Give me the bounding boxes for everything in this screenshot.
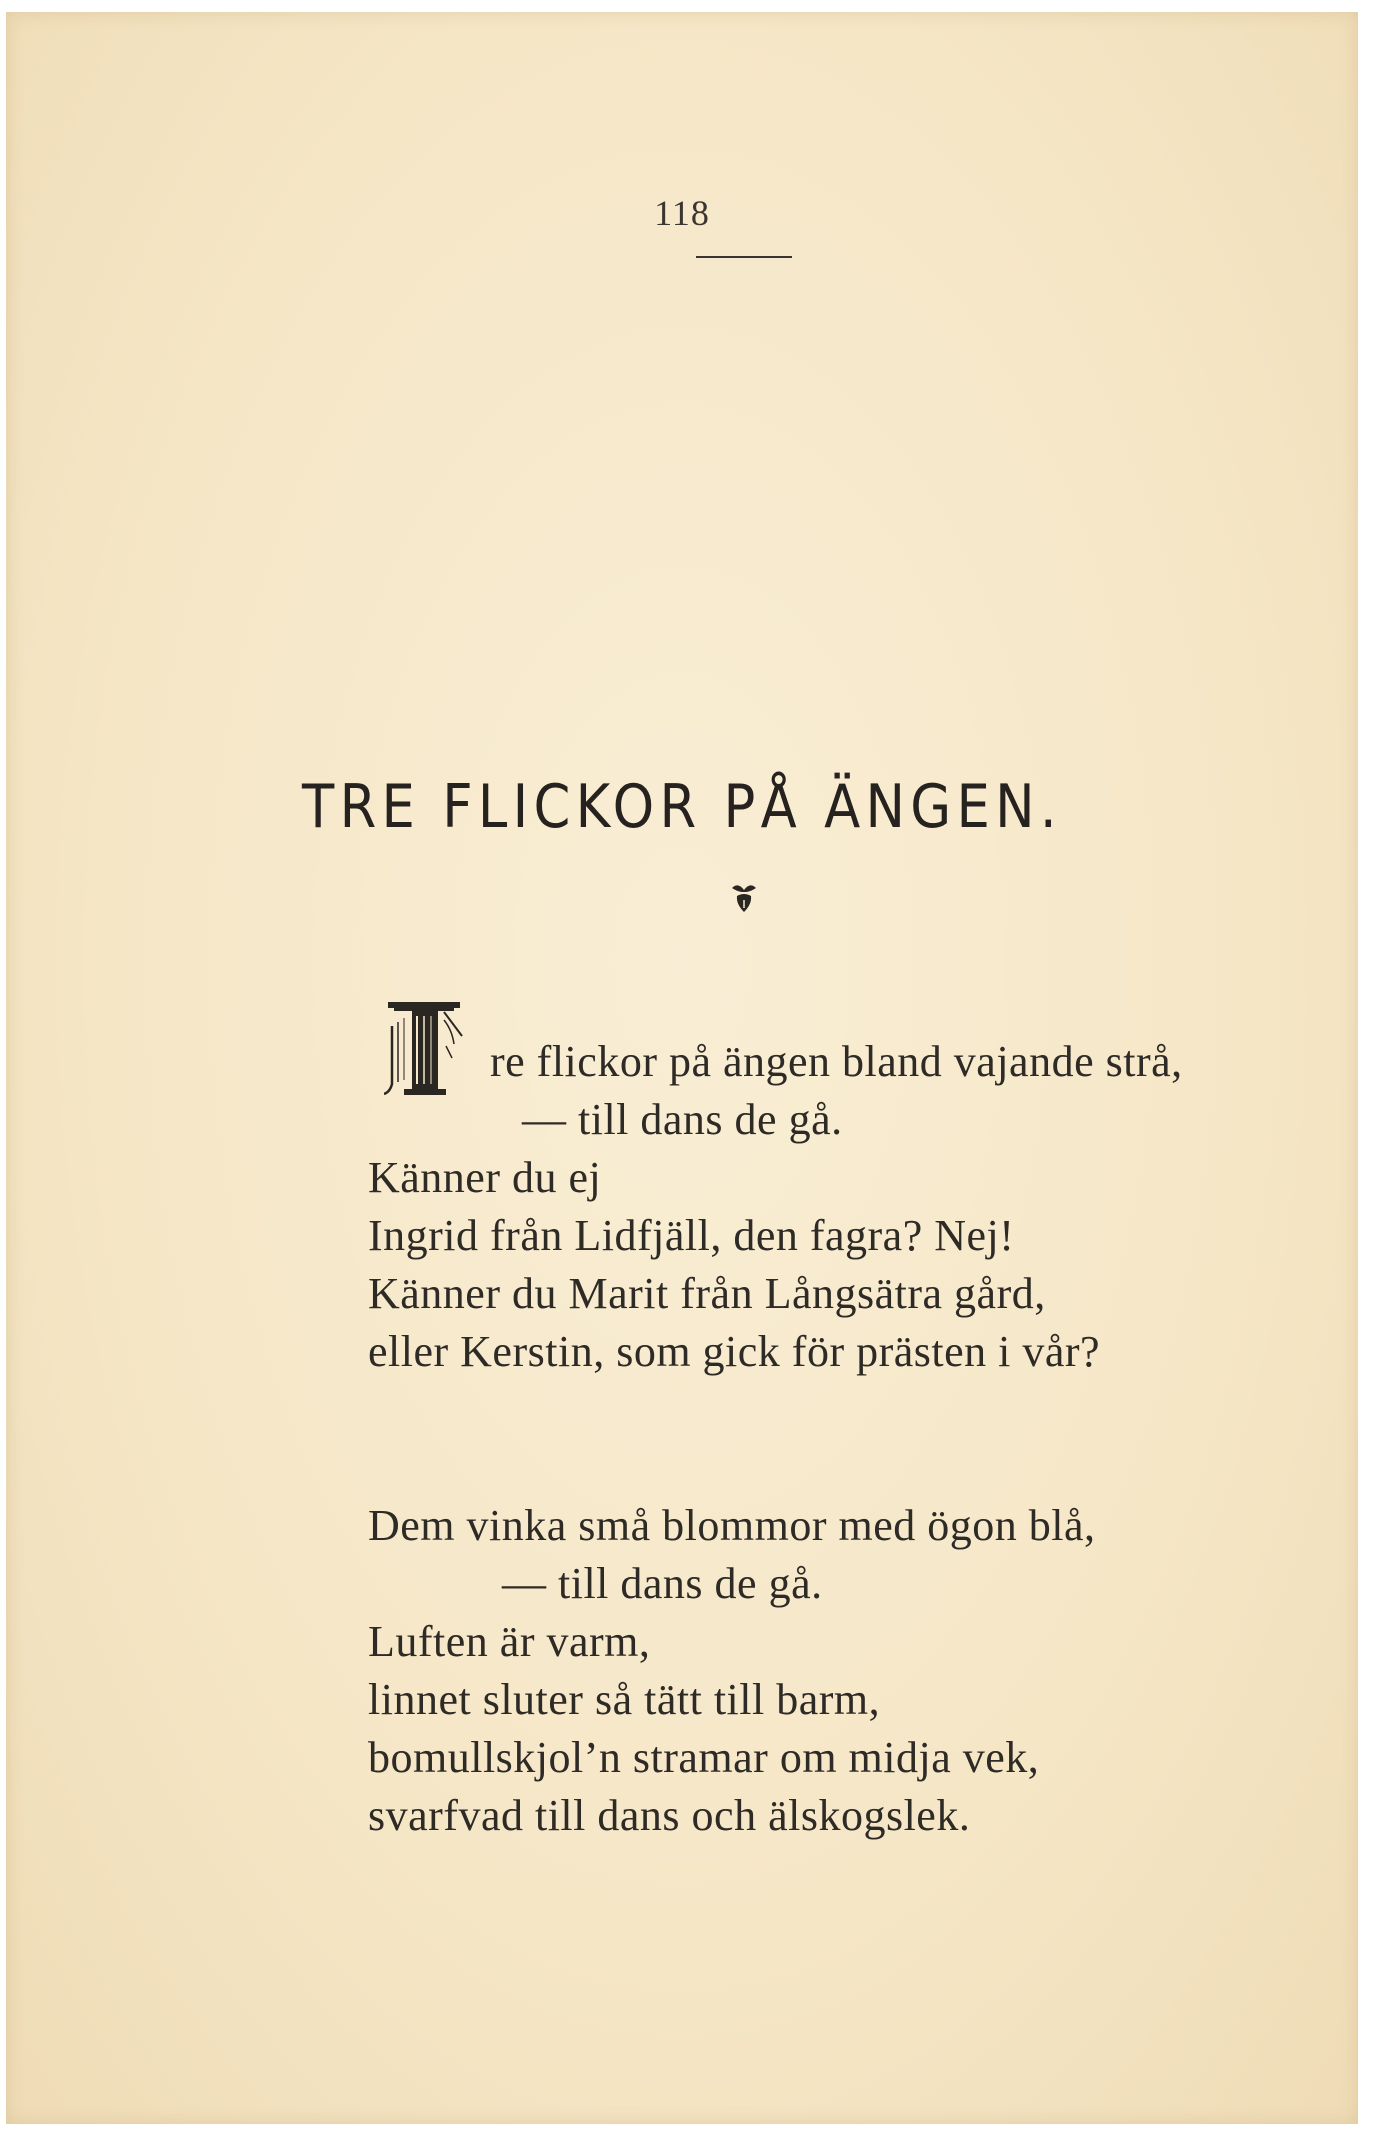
stanza2-line-6: svarfvad till dans och älskogslek. (368, 1791, 971, 1840)
stanza2-line-2: — till dans de gå. (502, 1559, 823, 1608)
stanza1-line-6: eller Kerstin, som gick för prästen i vår? (368, 1327, 1101, 1376)
stanza2-line-4: linnet sluter så tätt till barm, (368, 1675, 881, 1724)
stanza1-line-2: — till dans de gå. (522, 1095, 843, 1144)
stanza2-line-1: Dem vinka små blommor med ögon blå, (368, 1501, 1096, 1550)
stanza1-line-4: Ingrid från Lidfjäll, den fagra? Nej! (368, 1211, 1015, 1260)
header-rule (696, 256, 792, 258)
book-page (6, 12, 1358, 2124)
stanza1-line-5: Känner du Marit från Långsätra gård, (368, 1269, 1046, 1318)
stanza1-line-3: Känner du ej (368, 1153, 602, 1202)
stanza2-line-3: Luften är varm, (368, 1617, 651, 1666)
stanza2-line-5: bomullskjol’n stramar om midja vek, (368, 1733, 1040, 1782)
stanza1-line-1: re flickor på ängen bland vajande strå, (490, 1037, 1183, 1086)
page-number: 118 (654, 193, 710, 233)
fleuron-icon (724, 878, 764, 918)
decorative-initial-T-icon (384, 996, 484, 1104)
poem-title: TRE FLICKOR PÅ ÄNGEN. (302, 772, 1062, 842)
